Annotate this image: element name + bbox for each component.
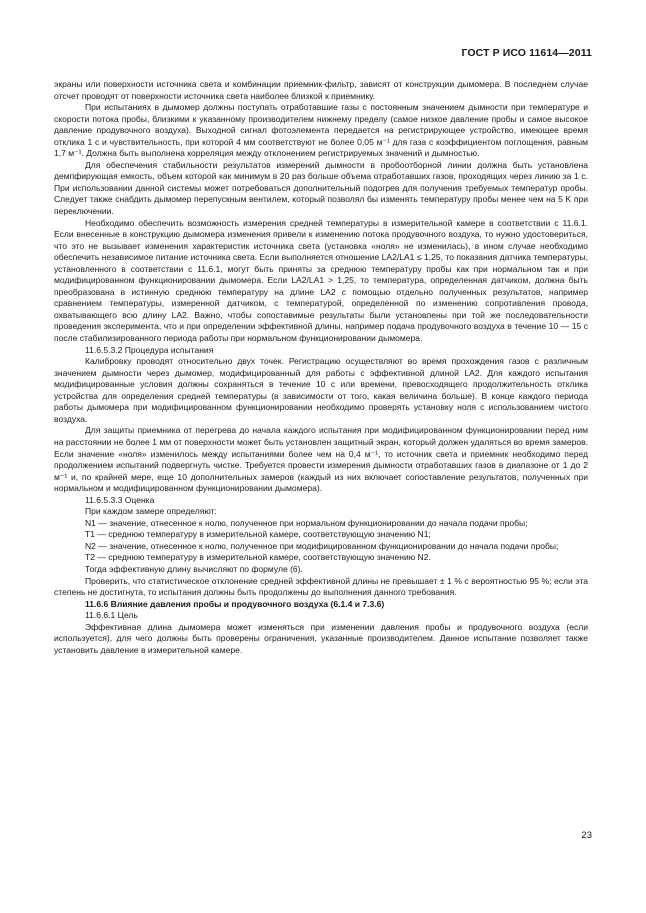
paragraph: Для защиты приемника от перегрева до начала каждого испытания при модифицированном функционировании перед ним на расстоянии не более 1 мм от поверхности может быть установлен защитный экран, который должен удаляться во время замеров. Если значение «ноля» изменилось между испытаниями более чем на 0,4 м⁻¹, то источник света и приемник необходимо перед продолжением испытаний подвергнуть чистке. Требуется провести измерения дымности отработавших газов в диапазоне от 1 до 2 м⁻¹ и, по крайней мере, еще 10 дополнительных замеров (каждый из них включает сопоставление результатов, полученных при нормальном и модифицированном функционировании дымомера). bbox=[54, 425, 588, 494]
section-heading: 11.6.6.1 Цель bbox=[85, 610, 138, 621]
paragraph: Для обеспечения стабильности результатов измерений дымности в пробоотборной линии должна быть установлена демпфирующая емкость, объем которой как минимум в 20 раз больше объема отработавших газов, проходящих через линию за 1 с. При использовании данной системы может потребоваться дополнительный подогрев для получения требуемых температур пробы. Следует также снабдить дымомер перепускным вентилем, который позволял бы изменять температуру пробы менее чем на 5 K при переключении. bbox=[54, 159, 588, 217]
definition-item: N1 — значение, отнесенное к нолю, полученное при нормальном функционировании до начала подачи пробы; bbox=[85, 517, 528, 528]
paragraph: Проверить, что статистическое отклонение средней эффективной длины не превышает ± 1 % с вероятностью 95 %; если эта степень не достигнута, то испытания должны быть продолжены до выполнения данного требования. bbox=[54, 575, 588, 598]
paragraph: При испытаниях в дымомер должны поступать отработавшие газы с постоянным значением дымности при температуре и скорости потока пробы, близкими к указанному производителем нижнему пределу (самое низкое давление пробы и самое высокое давление продувочного воздуха). Выходной сигнал фотоэлемента передается на регистрирующее устройство, имеющее время отклика 1 с и чувствительность, при которой 4 мм соответствуют не более 0,05 м⁻¹ для газа с коэффициентом поглощения, равным 1,7 м⁻¹. Должна быть выполнена корреляция между отклонением регистрируемых значений и дымностью. bbox=[54, 102, 588, 159]
definition-item: N2 — значение, отнесенное к нолю, полученное при модифицированном функционировании до начала подачи пробы; bbox=[85, 540, 559, 551]
paragraph: При каждом замере определяют: bbox=[85, 506, 217, 517]
page-number: 23 bbox=[581, 830, 592, 841]
definition-item: T2 — среднюю температуру в измерительной камере, соответствующую значению N2. bbox=[85, 552, 431, 563]
body-text bbox=[54, 79, 588, 656]
standard-code-header: ГОСТ Р ИСО 11614—2011 bbox=[461, 47, 592, 59]
section-heading: 11.6.5.3.2 Процедура испытания bbox=[85, 344, 214, 355]
section-heading: 11.6.6 Влияние давления пробы и продувочного воздуха (6.1.4 и 7.3.6) bbox=[85, 598, 385, 609]
definition-item: T1 — среднюю температуру в измерительной камере, соответствующую значению N1; bbox=[85, 529, 431, 540]
paragraph: Калибровку проводят относительно двух точек. Регистрацию осуществляют во время прохождения газов с различным значением дымности через дымомер, модифицированный для работы с эффективной длиной LA2. Для каждого испытания модифицированные условия должны сохраняться в течение 10 с или времени, превосходящего продолжительность отклика устройства для определения средней температуры (в зависимости от того, какая величина больше). В конце каждого периода работы дымомера при модифицированном функционировании необходимо проверять установку ноля с использованием чистого воздуха. bbox=[54, 356, 588, 424]
paragraph: Тогда эффективную длину вычисляют по формуле (6). bbox=[85, 563, 303, 574]
paragraph: Необходимо обеспечить возможность измерения средней температуры в измерительной камере в соответствии с 11.6.1. Если внесенные в конструкцию дымомера изменения привели к изменению потока продувочного воздуха, то нужно удостовериться, что это не вызывает изменения характеристик источника света (установка «ноля» не изменилась), в ином случае необходимо обеспечить независимое питание источника света. Если выполняется отношение LA2/LA1 ≤ 1,25, то показания датчика температуры, установленного в соответствии с 11.6.1, могут быть приняты за среднюю температуру пробы как при нормальном так и при модифицированном функционировании дымомера. Если LA2/LA1 > 1,25, то температура, определенная датчиком, должна быть преобразована в истинную среднюю температуру на длине LA2 с помощью отдельно полученных результатов, например сравнением температуры, измеренной датчиком, с температурой, определенной по изменению сопротивления провода, охватывающего всю длину LA2. Важно, чтобы сопоставимые результаты были установлены при той же последовательности проведения эксперимента, что и при определении эффективной длины, например подача продувочного воздуха в течение 10 — 15 с после стабилизированного периода работы при нормальном функционировании дымомера. bbox=[54, 217, 588, 344]
section-heading: 11.6.5.3.3 Оценка bbox=[85, 494, 155, 505]
paragraph: экраны или поверхности источника света и комбинации приемник-фильтр, зависят от конструкции дымомера. В последнем случае отсчет проводят от поверхности источника света наиболее близкой к приемнику. bbox=[54, 79, 588, 101]
paragraph: Эффективная длина дымомера может изменяться при изменении давления пробы и продувочного воздуха (если используется), для чего должны быть проверены ограничения, указанные производителем. Данное испытание позволяет также установить давление в измерительной камере. bbox=[54, 621, 588, 655]
